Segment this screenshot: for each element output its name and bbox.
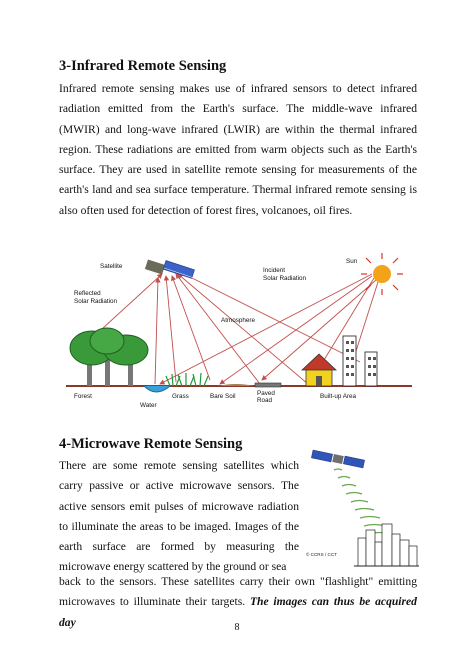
microwave-sensing-figure (304, 446, 420, 568)
paved-road-icon (255, 383, 281, 387)
buildings-icon (343, 336, 377, 386)
label-water: Water (140, 402, 157, 409)
satellite-icon (145, 259, 195, 278)
sun-icon (361, 253, 403, 295)
city-skyline-icon (354, 524, 419, 566)
label-incident-1: Incident (263, 267, 286, 274)
section-4-heading: 4-Microwave Remote Sensing (59, 436, 243, 452)
label-bare-soil: Bare Soil (210, 393, 236, 400)
page-number: 8 (234, 622, 240, 633)
section-3-heading: 3-Infrared Remote Sensing (59, 58, 227, 74)
figure-credit: © CCRS / CCT (306, 552, 337, 557)
section-4-paragraph-wrap: There are some remote sensing satellites which carry passive or active microwave sensors. The active sensors emit pulses of microwave radiation to illuminate the areas to be imaged. Images of the earth surface are formed by measuring the microwave energy scattered by the ground or sea (59, 459, 299, 574)
label-paved-2: Road (257, 397, 273, 404)
label-reflected-2: Solar Radiation (74, 298, 118, 305)
microwave-beam (334, 469, 390, 534)
water-icon (144, 386, 170, 392)
grass-icon (166, 373, 208, 386)
label-reflected-1: Reflected (74, 290, 101, 297)
label-atmosphere: Atmosphere (221, 317, 255, 324)
satellite-icon (311, 450, 364, 468)
infrared-sensing-figure (60, 252, 420, 414)
label-sun: Sun (346, 258, 358, 265)
section-3-paragraph: Infrared remote sensing makes use of infrared sensors to detect infrared radiation emitted from the Earth's surface. The middle-wave infrared (MWIR) and long-wave infrared (LWIR) are within the thermal infrared region. These radiations are emitted from warm objects such as the Earth's surface. They are used in satellite remote sensing for measurements of the earth's land and sea surface temperature. Thermal infrared remote sensing is also often used for detection of forest fires, volcanoes, oil fires. (59, 82, 417, 217)
label-paved-1: Paved (257, 390, 275, 397)
label-grass: Grass (172, 393, 189, 400)
forest-icon (70, 328, 148, 386)
bare-soil-icon (218, 384, 254, 386)
label-forest: Forest (74, 393, 92, 400)
section-4-paragraph-full-text: back to the sensors. These satellites carry their own "flashlight" emitting microwaves to illuminate their targets. (59, 575, 417, 609)
label-incident-2: Solar Radiation (263, 275, 307, 282)
label-satellite: Satellite (100, 263, 123, 270)
section-4-emphasis: The images can thus be acquired day (59, 595, 417, 629)
house-icon (302, 354, 336, 386)
label-builtup: Built-up Area (320, 393, 357, 400)
